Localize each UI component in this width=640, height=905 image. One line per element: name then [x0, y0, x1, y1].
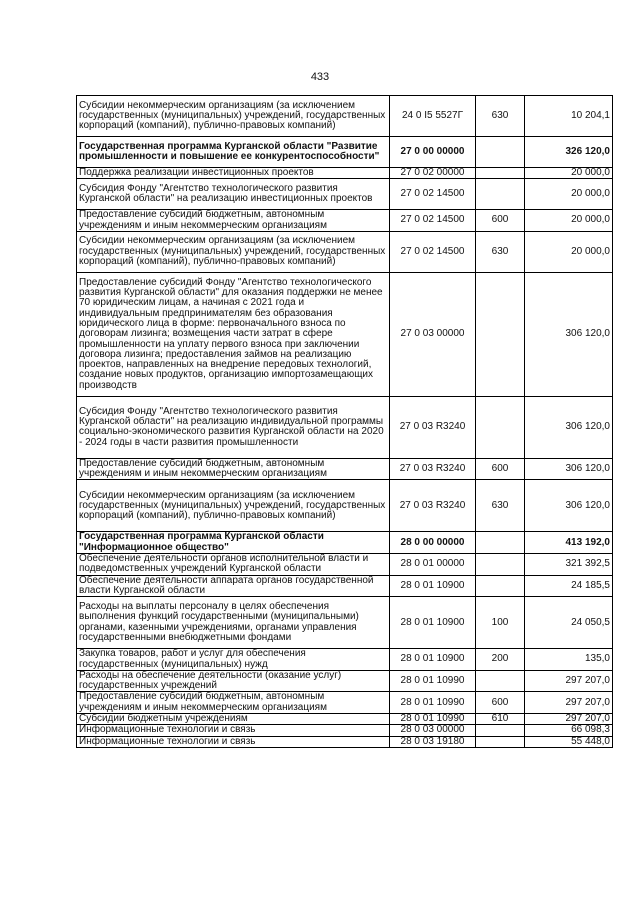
table-row [77, 554, 613, 576]
row-amount: 66 098,3 [525, 725, 613, 736]
row-amount: 297 207,0 [525, 714, 613, 725]
row-code: 27 0 03 R3240 [390, 480, 476, 532]
table-row [77, 692, 613, 714]
row-code: 27 0 03 00000 [390, 272, 476, 396]
row-expense-type: 630 [476, 480, 525, 532]
row-expense-type [476, 725, 525, 736]
table-row [77, 649, 613, 671]
row-description: Государственная программа Курганской области "Информационное общество" [77, 532, 390, 554]
row-expense-type: 630 [476, 96, 525, 137]
row-expense-type [476, 554, 525, 576]
table-row [77, 575, 613, 597]
row-amount: 24 050,5 [525, 597, 613, 649]
row-amount: 20 000,0 [525, 168, 613, 179]
row-code: 27 0 02 14500 [390, 231, 476, 272]
row-code: 28 0 03 19180 [390, 736, 476, 747]
row-description: Расходы на обеспечение деятельности (оказание услуг) государственных учреждений [77, 670, 390, 692]
row-expense-type: 600 [476, 458, 525, 480]
row-code: 28 0 01 10900 [390, 597, 476, 649]
row-description: Предоставление субсидий бюджетным, автономным учреждениям и иным некоммерческим организациям [77, 692, 390, 714]
row-description: Субсидии бюджетным учреждениям [77, 714, 390, 725]
row-description: Расходы на выплаты персоналу в целях обеспечения выполнения функций государственными (муниципальными) органами, казенными учреждениями, органами управления государственными внебюджетными фондами [77, 597, 390, 649]
row-code: 27 0 02 00000 [390, 168, 476, 179]
row-code: 27 0 03 R3240 [390, 458, 476, 480]
row-expense-type: 600 [476, 692, 525, 714]
row-amount: 24 185,5 [525, 575, 613, 597]
row-expense-type: 630 [476, 231, 525, 272]
row-description: Субсидии некоммерческим организациям (за исключением государственных (муниципальных) учреждений, государственных корпораций (компаний), публично-правовых компаний) [77, 480, 390, 532]
row-code: 24 0 I5 5527Г [390, 96, 476, 137]
row-amount: 55 448,0 [525, 736, 613, 747]
table-row [77, 670, 613, 692]
row-description: Закупка товаров, работ и услуг для обеспечения государственных (муниципальных) нужд [77, 649, 390, 671]
row-expense-type: 600 [476, 210, 525, 232]
page-number: 433 [310, 71, 330, 83]
row-code: 28 0 01 10990 [390, 714, 476, 725]
table-row [77, 480, 613, 532]
row-expense-type: 200 [476, 649, 525, 671]
row-amount: 413 192,0 [525, 532, 613, 554]
row-code: 27 0 00 00000 [390, 137, 476, 168]
row-expense-type [476, 670, 525, 692]
row-amount: 306 120,0 [525, 480, 613, 532]
row-description: Государственная программа Курганской области "Развитие промышленности и повышение ее конкурентоспособности" [77, 137, 390, 168]
row-code: 28 0 01 10990 [390, 670, 476, 692]
table-row [77, 137, 613, 168]
row-expense-type [476, 736, 525, 747]
row-code: 28 0 01 10900 [390, 575, 476, 597]
table-row [77, 532, 613, 554]
row-description: Обеспечение деятельности аппарата органов государственной власти Курганской области [77, 575, 390, 597]
table-row [77, 210, 613, 232]
row-description: Поддержка реализации инвестиционных проектов [77, 168, 390, 179]
table-row [77, 597, 613, 649]
row-expense-type: 100 [476, 597, 525, 649]
row-amount: 20 000,0 [525, 210, 613, 232]
row-amount: 10 204,1 [525, 96, 613, 137]
row-description: Субсидия Фонду "Агентство технологического развития Курганской области" на реализацию индивидуальной программы социально-экономического развития Курганской области на 2020 - 2024 годы в части развития промышленности [77, 396, 390, 458]
row-amount: 306 120,0 [525, 458, 613, 480]
row-description: Информационные технологии и связь [77, 725, 390, 736]
row-amount: 297 207,0 [525, 692, 613, 714]
row-expense-type [476, 272, 525, 396]
table-row [77, 736, 613, 747]
table-row [77, 725, 613, 736]
row-amount: 321 392,5 [525, 554, 613, 576]
row-description: Субсидия Фонду "Агентство технологического развития Курганской области" на реализацию инвестиционных проектов [77, 179, 390, 210]
row-code: 28 0 01 10900 [390, 649, 476, 671]
row-amount: 297 207,0 [525, 670, 613, 692]
row-amount: 326 120,0 [525, 137, 613, 168]
row-code: 27 0 02 14500 [390, 210, 476, 232]
row-code: 28 0 00 00000 [390, 532, 476, 554]
table-row [77, 231, 613, 272]
row-code: 27 0 03 R3240 [390, 396, 476, 458]
table-row [77, 179, 613, 210]
table-row [77, 458, 613, 480]
row-amount: 306 120,0 [525, 272, 613, 396]
budget-table [76, 95, 613, 748]
row-expense-type [476, 575, 525, 597]
row-expense-type: 610 [476, 714, 525, 725]
row-amount: 135,0 [525, 649, 613, 671]
row-amount: 306 120,0 [525, 396, 613, 458]
table-row [77, 168, 613, 179]
row-description: Субсидии некоммерческим организациям (за исключением государственных (муниципальных) учреждений, государственных корпораций (компаний), публично-правовых компаний) [77, 231, 390, 272]
row-code: 27 0 02 14500 [390, 179, 476, 210]
row-code: 28 0 03 00000 [390, 725, 476, 736]
table-row [77, 396, 613, 458]
budget-table-body [77, 96, 613, 748]
row-amount: 20 000,0 [525, 231, 613, 272]
row-expense-type [476, 168, 525, 179]
row-description: Предоставление субсидий бюджетным, автономным учреждениям и иным некоммерческим организациям [77, 210, 390, 232]
row-expense-type [476, 532, 525, 554]
row-description: Информационные технологии и связь [77, 736, 390, 747]
row-expense-type [476, 396, 525, 458]
table-row [77, 272, 613, 396]
row-expense-type [476, 179, 525, 210]
row-description: Обеспечение деятельности органов исполнительной власти и подведомственных учреждений Курганской области [77, 554, 390, 576]
row-code: 28 0 01 00000 [390, 554, 476, 576]
row-code: 28 0 01 10990 [390, 692, 476, 714]
row-description: Предоставление субсидий Фонду "Агентство технологического развития Курганской области" для оказания поддержки не менее 70 юридическим лицам, а начиная с 2021 года и индивидуальным предпринимателям без образования юридического лица в форме: первоначального взноса по договорам лизинга; возмещения части затрат в сфере промышленности на уплату первого взноса при заключении договора лизинга; предоставления займов на реализацию проектов, направленных на внедрение передовых технологий, создание новых продуктов, организацию импортозамещающих производств [77, 272, 390, 396]
row-description: Субсидии некоммерческим организациям (за исключением государственных (муниципальных) учреждений, государственных корпораций (компаний), публично-правовых компаний) [77, 96, 390, 137]
row-amount: 20 000,0 [525, 179, 613, 210]
row-description: Предоставление субсидий бюджетным, автономным учреждениям и иным некоммерческим организациям [77, 458, 390, 480]
row-expense-type [476, 137, 525, 168]
table-row [77, 96, 613, 137]
